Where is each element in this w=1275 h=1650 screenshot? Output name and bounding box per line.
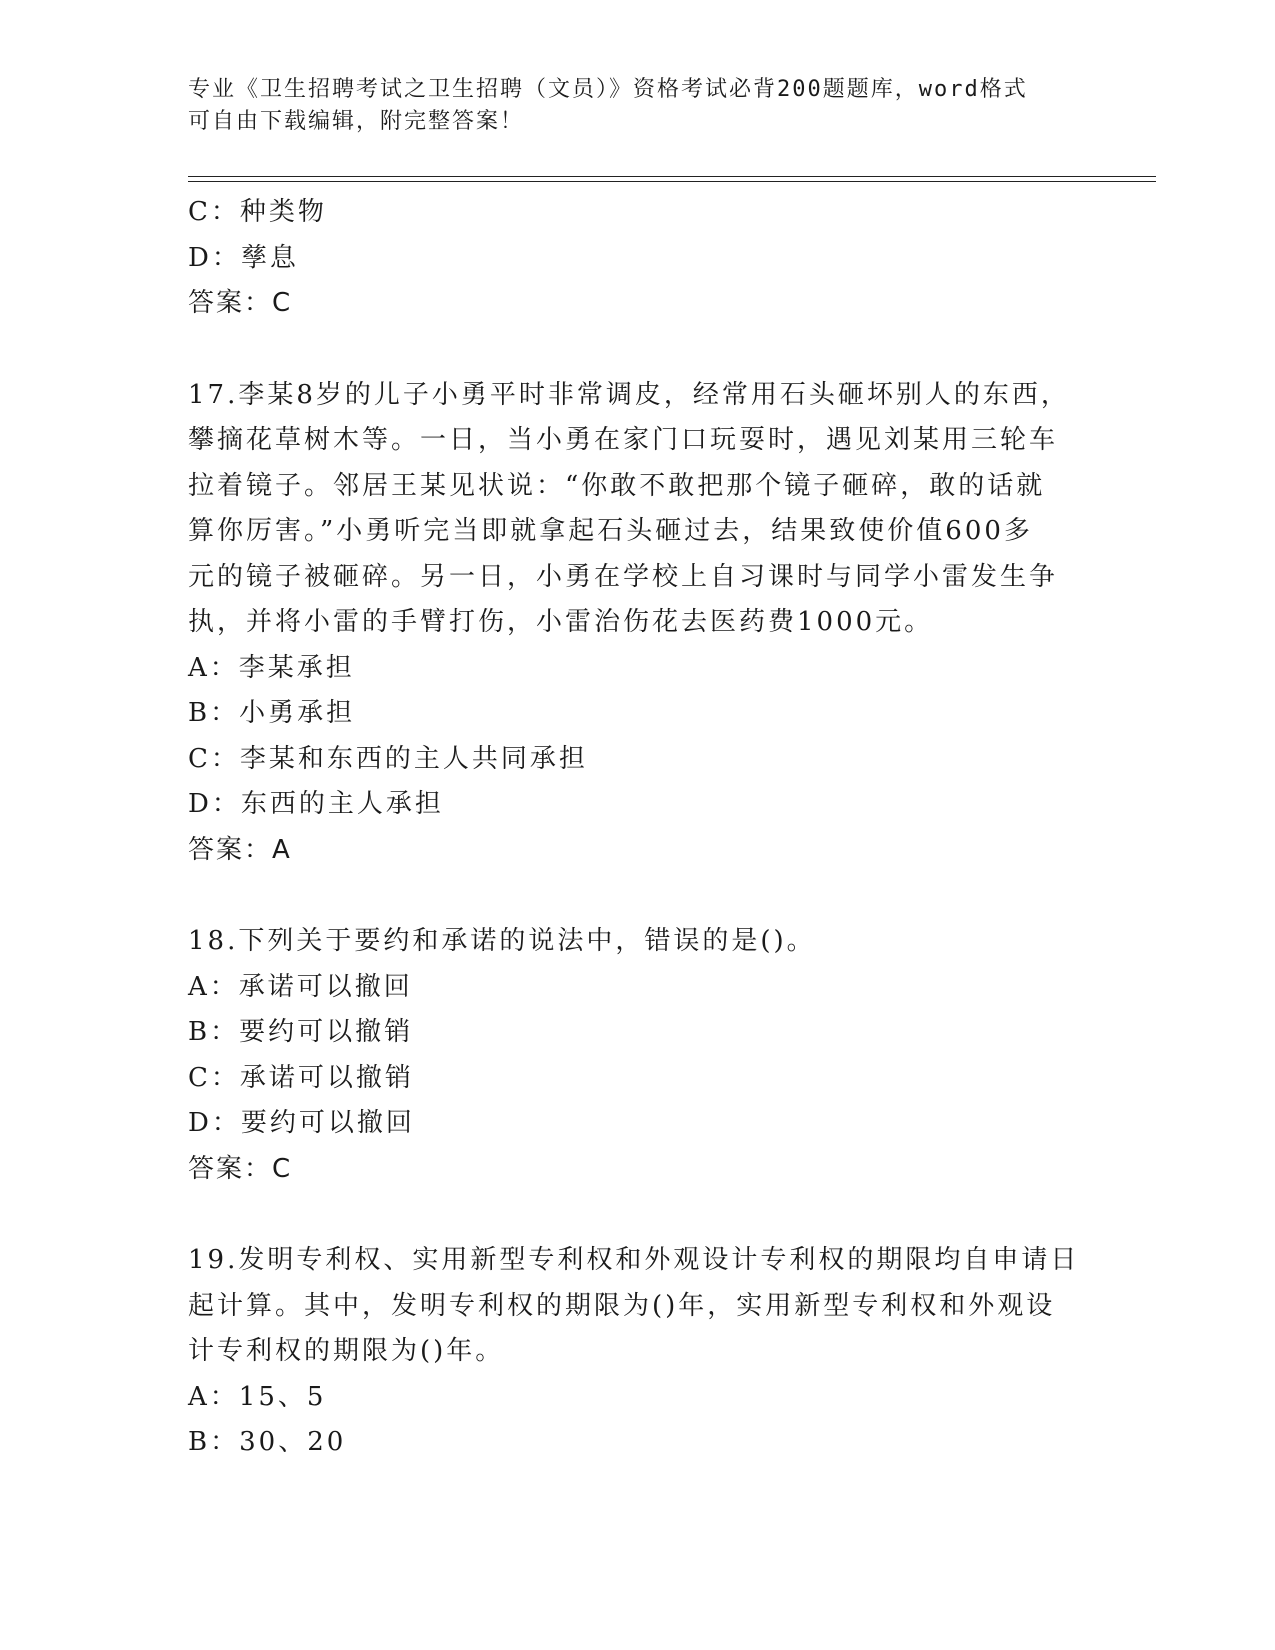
answer: 答案：C	[188, 288, 293, 318]
question-text-line: 算你厉害。”小勇听完当即就拿起石头砸过去，结果致使价值600多	[188, 516, 1033, 546]
question-text-line: 元的镜子被砸碎。另一日，小勇在学校上自习课时与同学小雷发生争	[188, 561, 1059, 592]
document-header	[188, 74, 1068, 138]
option-b: B：小勇承担	[188, 698, 356, 728]
question-text-line: 执，并将小雷的手臂打伤，小雷治伤花去医药费1000元。	[188, 607, 934, 637]
question-text-line: 拉着镜子。邻居王某见状说：“你敢不敢把那个镜子砸碎，敢的话就	[188, 470, 1046, 501]
question-text-line: 18.下列关于要约和承诺的说法中，错误的是()。	[188, 926, 816, 956]
question-text-line: 计专利权的期限为()年。	[188, 1336, 505, 1366]
question-text-line: 17.李某8岁的儿子小勇平时非常调皮，经常用石头砸坏别人的东西，	[188, 379, 1070, 410]
header-divider-bottom	[188, 181, 1156, 182]
option-a: A：承诺可以撤回	[188, 971, 413, 1002]
question-text-line: 19.发明专利权、实用新型专利权和外观设计专利权的期限均自申请日	[188, 1245, 1080, 1275]
option-c: C：李某和东西的主人共同承担	[188, 743, 588, 774]
question-16-tail	[188, 190, 1088, 327]
spacer	[188, 327, 1088, 373]
question-text-line: 起计算。其中，发明专利权的期限为()年，实用新型专利权和外观设	[188, 1290, 1056, 1321]
spacer	[188, 1192, 1088, 1238]
option-b: B：30、20	[188, 1427, 347, 1457]
option-a: A：李某承担	[188, 652, 355, 683]
answer: 答案：A	[188, 834, 292, 865]
option-a: A：15、5	[188, 1381, 327, 1412]
question-17	[188, 373, 1088, 874]
header-divider-top	[188, 176, 1156, 177]
option-d: D：要约可以撤回	[188, 1108, 415, 1138]
question-content	[188, 190, 1088, 1466]
question-text-line: 攀摘花草树木等。一日，当小勇在家门口玩耍时，遇见刘某用三轮车	[188, 425, 1059, 455]
spacer	[188, 873, 1088, 919]
option-d: D：东西的主人承担	[188, 789, 444, 819]
option-c: C：种类物	[188, 197, 327, 227]
option-b: B：要约可以撤销	[188, 1017, 414, 1047]
header-line-2: 可自由下载编辑，附完整答案！	[188, 109, 525, 134]
option-c: C：承诺可以撤销	[188, 1062, 414, 1093]
header-line-1: 专业《卫生招聘考试之卫生招聘（文员）》资格考试必背200题题库，word格式	[188, 77, 1028, 102]
answer: 答案：C	[188, 1153, 293, 1184]
question-18	[188, 919, 1088, 1192]
question-19	[188, 1238, 1088, 1466]
option-d: D：孳息	[188, 242, 299, 273]
